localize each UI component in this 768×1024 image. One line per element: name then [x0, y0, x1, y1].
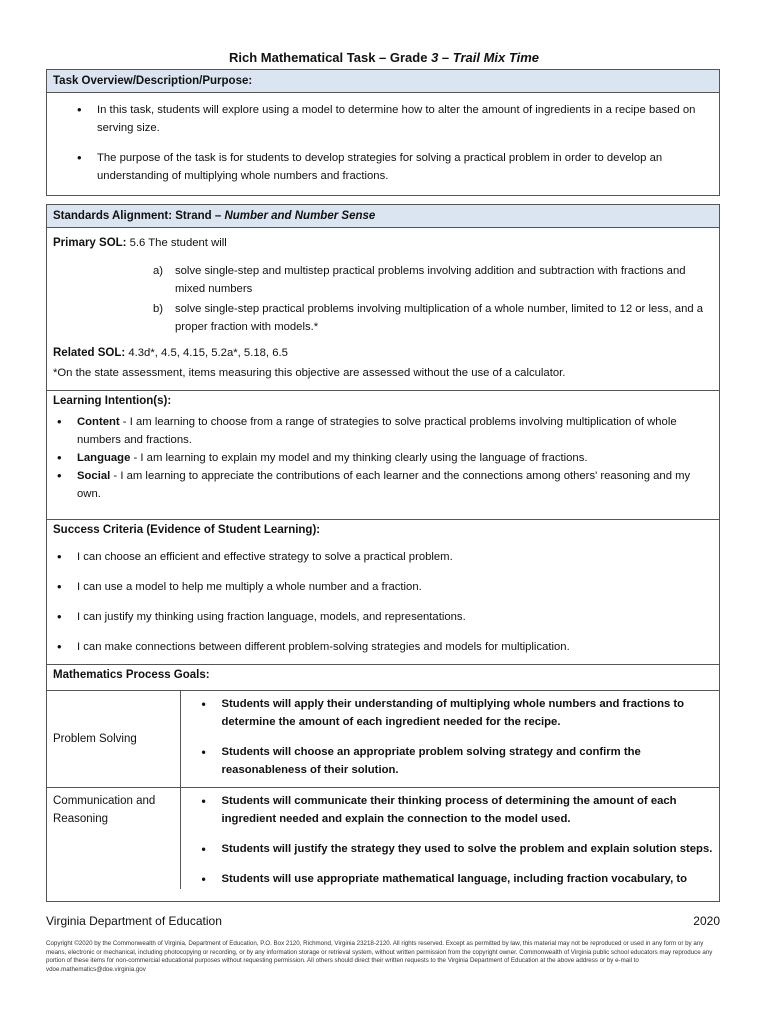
learning-item-label: Social [77, 470, 111, 482]
success-list [46, 548, 713, 656]
success-header: Success Criteria (Evidence of Student Learning): [53, 524, 321, 536]
learning-item-label: Content [77, 416, 120, 428]
process-table [47, 690, 719, 889]
learning-header: Learning Intention(s): [53, 395, 172, 407]
copyright-notice: Copyright ©2020 by the Commonwealth of Virginia, Department of Education, P.O. Box 2120, Richmond, Virginia 23218-2120. All rights reserved. Except as permitted by law, this material may not be reproduced or used in any form or by any means, electronic or mechanical, including photocopying or recording, or by any information storage or retrieval system, without written permission from the copyright owner. Commonwealth of Virginia public school educators may reproduce any portion of these items for non-commercial educational purposes without requesting permission. All others should direct their written requests to the Virginia Department of Education at the above address or by e-mail to vdoe.mathematics@doe.virginia.gov [46, 940, 713, 973]
success-item: • I can choose an efficient and effective strategy to solve a practical problem. [46, 548, 713, 566]
overview-bullet: • The purpose of the task is for students to develop strategies for solving a practical problem in order to develop an understanding of multiplying whole numbers and fractions. [47, 149, 719, 185]
learning-item-text: - I am learning to explain my model and my thinking clearly using the language of fractions. [130, 452, 588, 464]
process-label: Communication and Reasoning [47, 788, 180, 890]
standards-strand: Number and Number Sense [224, 210, 376, 222]
success-item: • I can justify my thinking using fraction language, models, and representations. [46, 608, 713, 626]
process-header: Mathematics Process Goals: [53, 669, 210, 681]
sol-item [153, 300, 713, 336]
title-prefix: Rich Mathematical Task – Grade [229, 50, 432, 65]
overview-section [46, 69, 720, 196]
primary-sol-text: 5.6 The student will [126, 237, 227, 249]
learning-list [46, 413, 713, 503]
sol-item-letter: b) [153, 303, 164, 315]
process-bullet: • Students will use appropriate mathematical language, including fraction vocabulary, to [182, 870, 719, 888]
related-sol-label: Related SOL: [53, 347, 126, 359]
success-item: • I can use a model to help me multiply a whole number and a fraction. [46, 578, 713, 596]
process-bullet: • Students will justify the strategy they used to solve the problem and explain solution steps. [182, 840, 719, 858]
sol-block [47, 228, 719, 390]
sol-item-letter: a) [153, 265, 164, 277]
learning-section [47, 390, 719, 519]
process-bullet: • Students will communicate their thinking process of determining the amount of each ingredient needed and explain the connection to the model used. [182, 792, 719, 828]
footer-org: Virginia Department of Education [46, 914, 222, 928]
standards-section [46, 204, 720, 902]
title-sep: – [438, 50, 453, 65]
process-row [47, 691, 719, 788]
process-list [182, 695, 719, 779]
process-list [182, 792, 719, 888]
process-bullets [180, 691, 719, 788]
learning-item-text: - I am learning to choose from a range of strategies to solve practical problems involving multiplication of whole numbers and fractions. [77, 416, 677, 446]
sol-item-text: solve single-step practical problems involving multiplication of a whole number, limited to 12 or less, and a proper fraction with models.* [175, 303, 704, 333]
sol-item [153, 262, 713, 298]
learning-item-text: - I am learning to appreciate the contributions of each learner and the connections among others' reasoning and my own. [77, 470, 691, 500]
title-name: Trail Mix Time [452, 50, 539, 65]
footer-year: 2020 [693, 914, 720, 928]
process-label: Problem Solving [47, 691, 180, 788]
learning-item [46, 467, 713, 503]
sol-items [153, 262, 713, 336]
process-bullet: • Students will choose an appropriate problem solving strategy and confirm the reasonableness of their solution. [182, 743, 719, 779]
success-item: • I can make connections between different problem-solving strategies and models for multiplication. [46, 638, 713, 656]
learning-item [46, 413, 713, 449]
overview-list [47, 93, 719, 185]
process-bullet: • Students will apply their understanding of multiplying whole numbers and fractions to determine the amount of each ingredient needed for the recipe. [182, 695, 719, 731]
learning-item [46, 449, 713, 467]
primary-sol-label: Primary SOL: [53, 237, 127, 249]
assessment-note: *On the state assessment, items measuring this objective are assessed without the use of a calculator. [53, 367, 566, 379]
sol-item-text: solve single-step and multistep practical problems involving addition and subtraction with fractions and mixed numbers [175, 265, 686, 295]
process-row [47, 788, 719, 890]
standards-header [47, 205, 719, 228]
learning-item-label: Language [77, 452, 131, 464]
standards-header-prefix: Standards Alignment: Strand – [53, 210, 225, 222]
overview-header: Task Overview/Description/Purpose: [47, 70, 719, 93]
overview-bullet: • In this task, students will explore using a model to determine how to alter the amount of ingredients in a recipe based on serving size. [47, 101, 719, 137]
page-title [0, 50, 768, 65]
process-header-row [47, 664, 719, 690]
related-sol-text: 4.3d*, 4.5, 4.15, 5.2a*, 5.18, 6.5 [125, 347, 288, 359]
title-grade: 3 [431, 50, 439, 65]
success-section [47, 519, 719, 664]
process-bullets [180, 788, 719, 890]
